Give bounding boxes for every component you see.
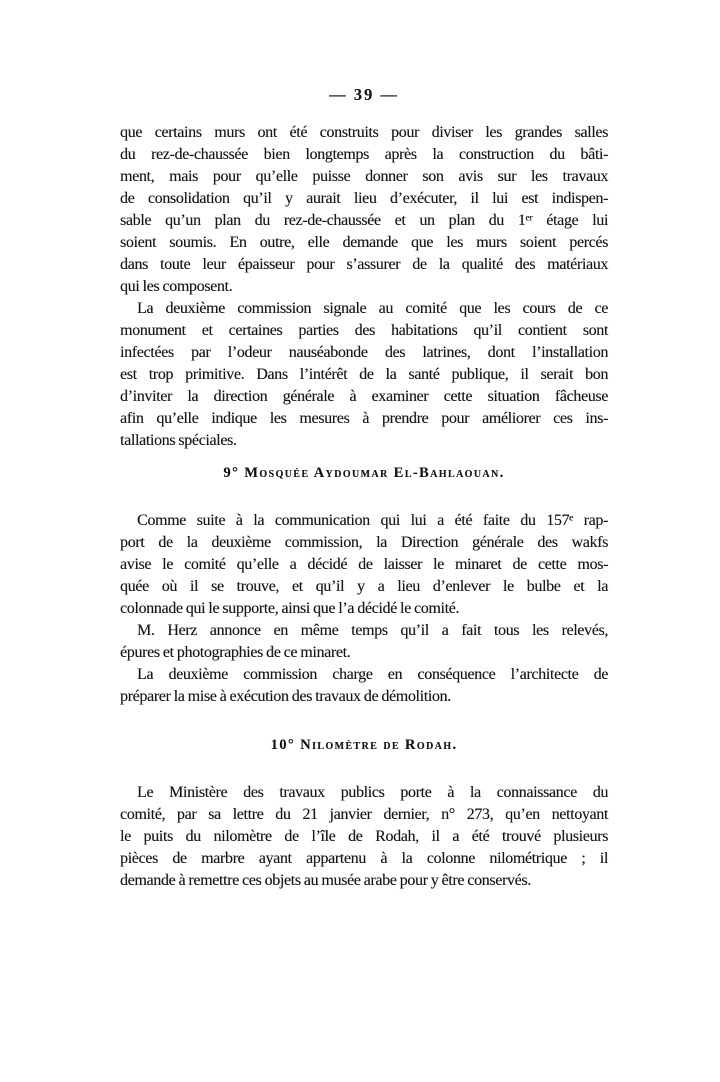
text-line: avise le comité qu’elle a décidé de laisser le minaret de cette mos-	[120, 556, 608, 573]
text-line: soient soumis. En outre, elle demande que les murs soient percés	[120, 234, 608, 251]
text-line: La deuxième commission signale au comité que les cours de ce	[137, 300, 608, 317]
text-line: Comme suite à la communication qui lui a été faite du 157ᵉ rap-	[137, 512, 608, 529]
text-line: qui les composent.	[120, 278, 233, 295]
paragraph-continuation	[120, 122, 608, 298]
text-line: Le Ministère des travaux publics porte à la connaissance du	[137, 784, 608, 801]
text-line: demande à remettre ces objets au musée arabe pour y être conservés.	[120, 872, 531, 889]
text-line: comité, par sa lettre du 21 janvier dernier, n° 273, qu’en nettoyant	[120, 806, 608, 823]
paragraph-comme-suite	[120, 510, 608, 620]
text-line: préparer la mise à exécution des travaux de démolition.	[120, 688, 451, 705]
paragraph-commission-charge	[120, 664, 608, 708]
text-line: monument et certaines parties des habitations qu’il contient sont	[120, 322, 608, 339]
section-heading-mosquee: 9° Mosquée Aydoumar El-Bahlaouan.	[223, 465, 505, 481]
text-line: M. Herz annonce en même temps qu’il a fait tous les relevés,	[137, 622, 608, 639]
text-line: tallations spéciales.	[120, 432, 237, 449]
paragraph-ministere	[120, 782, 608, 892]
text-line: est trop primitive. Dans l’intérêt de la santé publique, il serait bon	[120, 366, 608, 383]
paragraph-commission-signale	[120, 298, 608, 452]
text-line: du rez-de-chaussée bien longtemps après la construction du bâti-	[120, 146, 608, 163]
page-number: — 39 —	[329, 85, 399, 104]
text-line: d’inviter la direction générale à examiner cette situation fâcheuse	[120, 388, 608, 405]
text-line: port de la deuxième commission, la Direction générale des wakfs	[120, 534, 608, 551]
text-line: épures et photographies de ce minaret.	[120, 644, 351, 661]
text-line: sable qu’un plan du rez-de-chaussée et un plan du 1ᵉʳ étage lui	[120, 212, 608, 229]
text-line: pièces de marbre ayant appartenu à la colonne nilométrique ; il	[120, 850, 608, 867]
section-heading-nilometre: 10° Nilomètre de Rodah.	[270, 737, 458, 753]
document-page	[120, 0, 608, 892]
text-line: que certains murs ont été construits pour diviser les grandes salles	[120, 124, 608, 141]
text-line: afin qu’elle indique les mesures à prendre pour améliorer ces ins-	[120, 410, 608, 427]
text-line: le puits du nilomètre de l’île de Rodah, il a été trouvé plusieurs	[120, 828, 608, 845]
text-line: quée où il se trouve, et qu’il y a lieu d’enlever le bulbe et la	[120, 578, 608, 595]
text-line: dans toute leur épaisseur pour s’assurer de la qualité des matériaux	[120, 256, 608, 273]
text-line: ment, mais pour qu’elle puisse donner son avis sur les travaux	[120, 168, 608, 185]
paragraph-herz	[120, 620, 608, 664]
text-line: de consolidation qu’il y aurait lieu d’exécuter, il lui est indispen-	[120, 190, 608, 207]
text-line: colonnade qui le supporte, ainsi que l’a décidé le comité.	[120, 600, 460, 617]
text-line: La deuxième commission charge en conséquence l’architecte de	[137, 666, 608, 683]
text-line: infectées par l’odeur nauséabonde des latrines, dont l’installation	[120, 344, 608, 361]
